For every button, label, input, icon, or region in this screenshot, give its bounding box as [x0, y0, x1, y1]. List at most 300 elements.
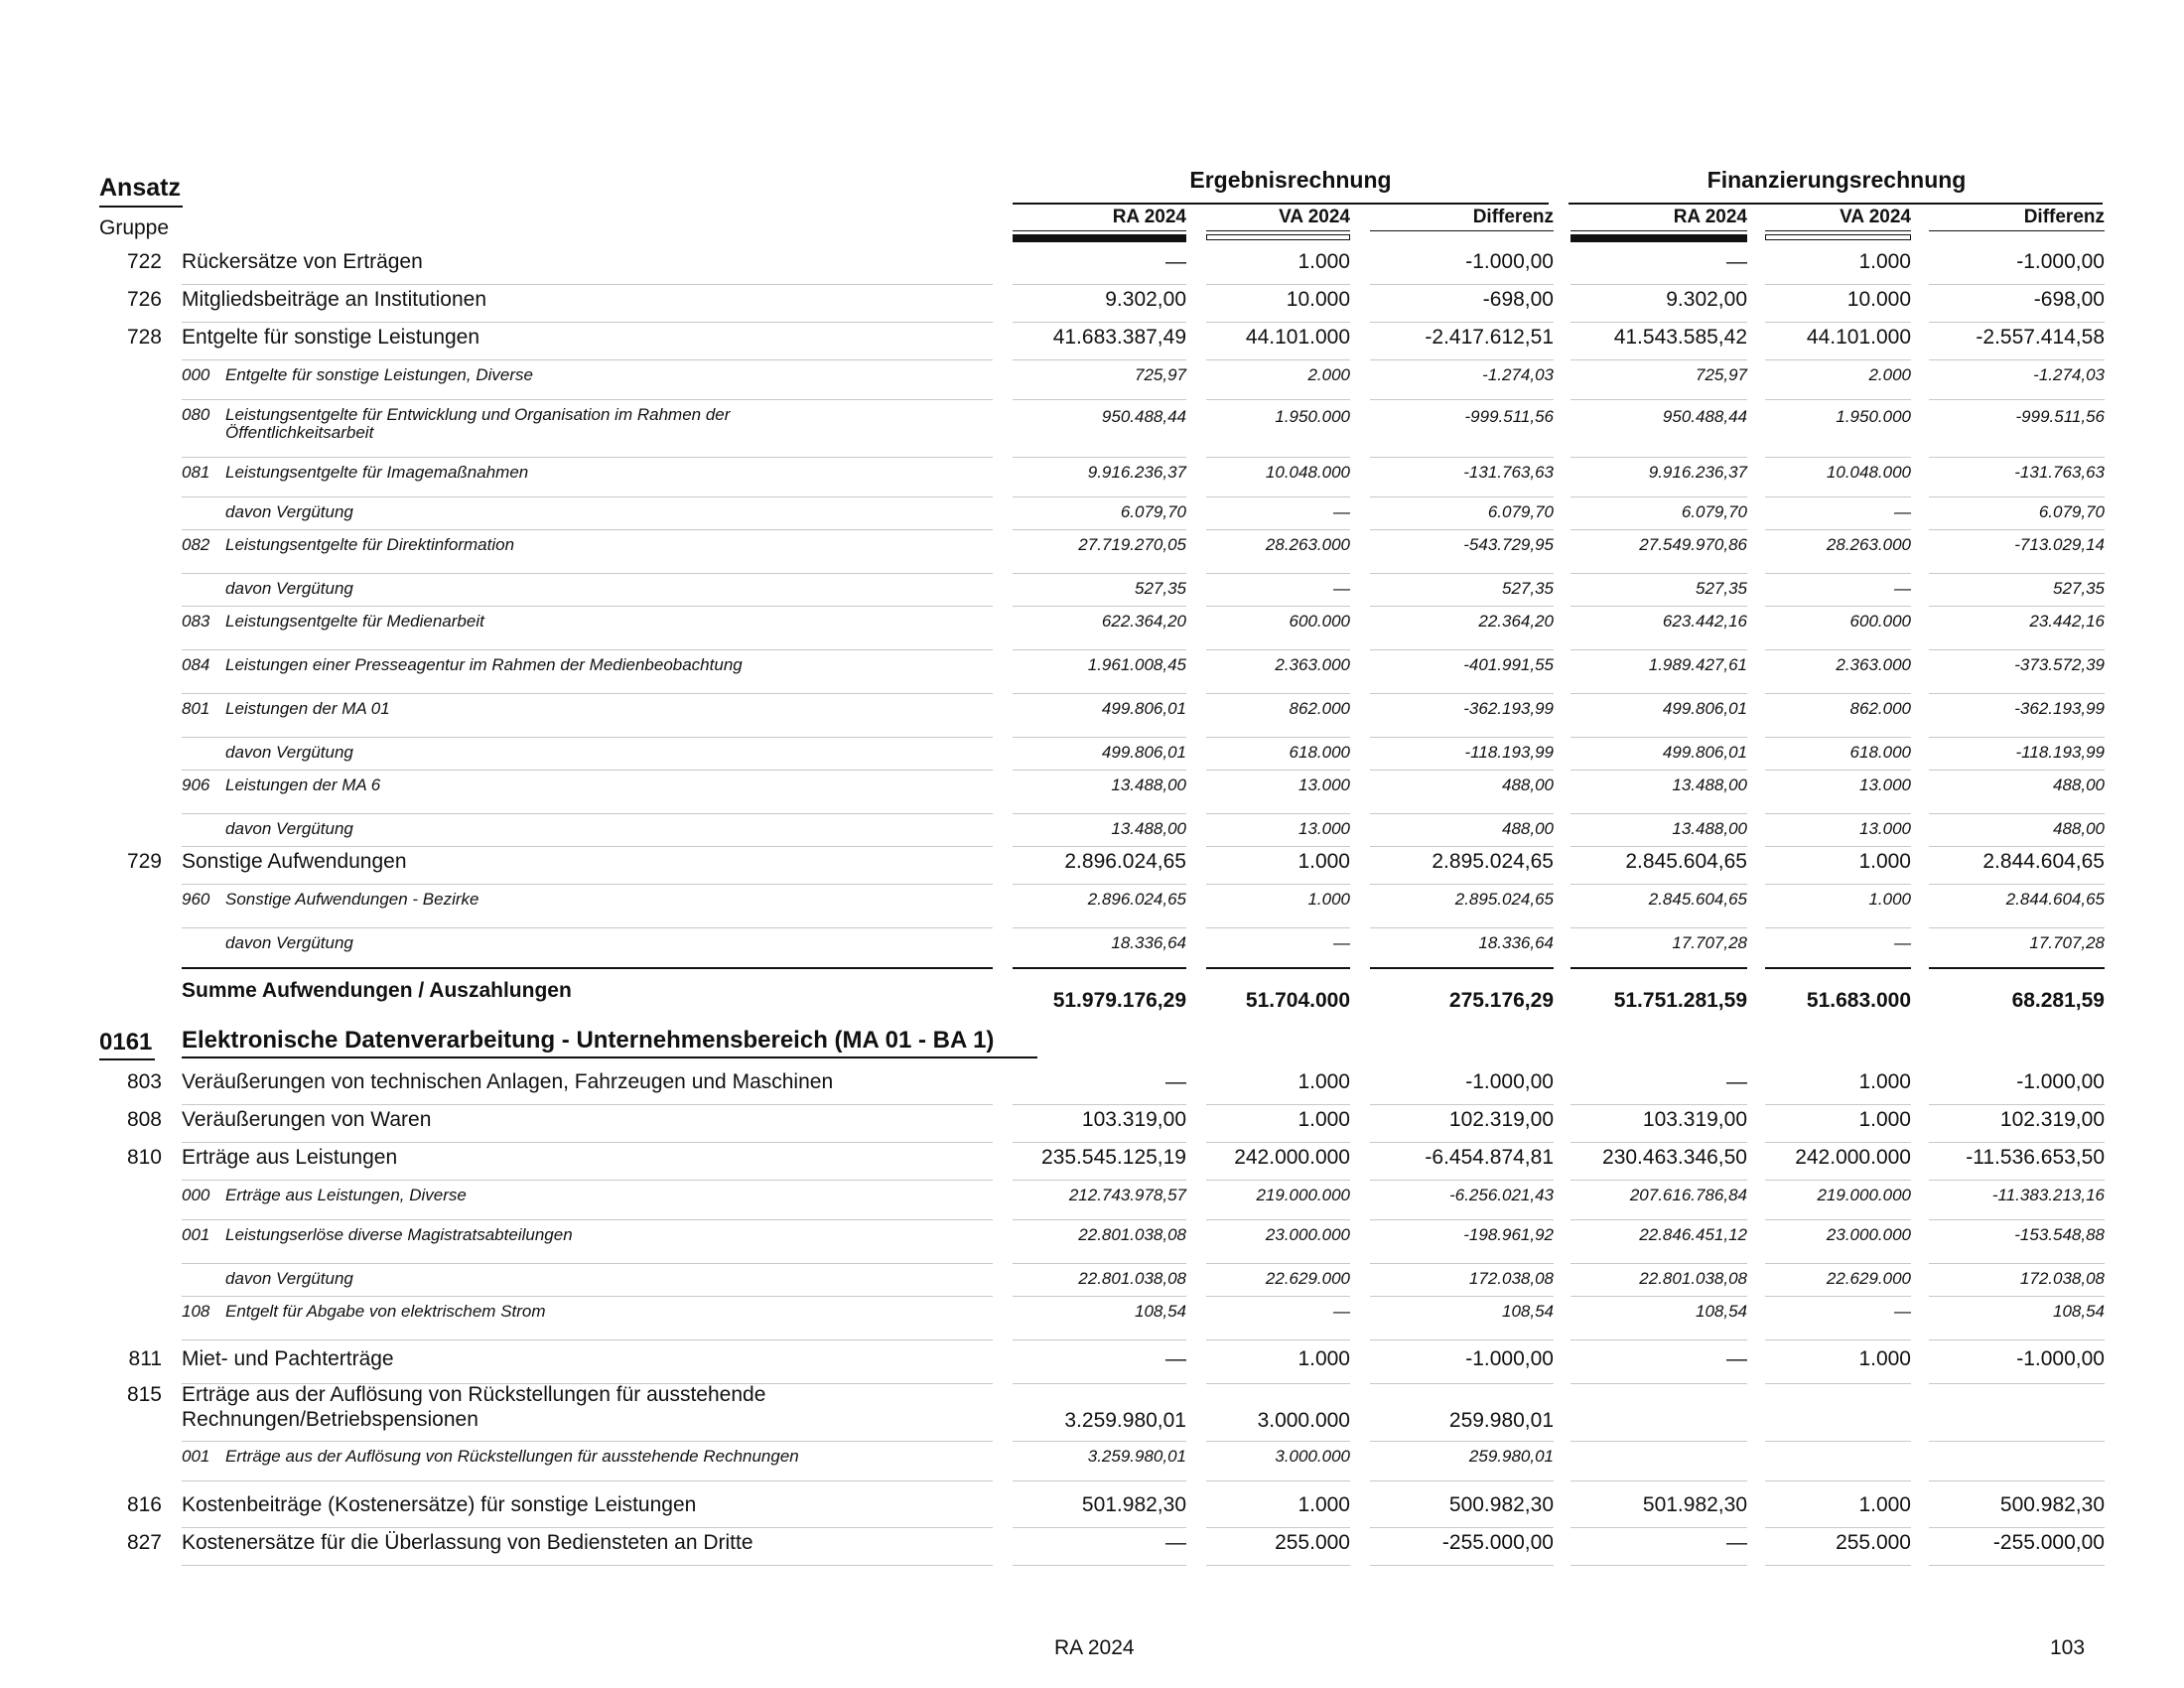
row-value-2: -1.274,03 [1482, 365, 1554, 384]
row-value-3: 725,97 [1696, 365, 1747, 384]
row-label: Leistungsentgelte für Direktinformation [225, 535, 515, 554]
row-label: davon Vergütung [225, 1269, 353, 1288]
row-value-2: 18.336,64 [1478, 933, 1554, 952]
gruppe-label: Gruppe [99, 216, 170, 239]
ansatz-label: Ansatz [99, 174, 181, 202]
row-value-1: — [1333, 502, 1350, 521]
row-rule-col-1 [1206, 649, 1350, 650]
ra-indicator-bar [1570, 234, 1747, 242]
row-rule-col-3 [1570, 1339, 1747, 1340]
row-value-1: 1.950.000 [1275, 407, 1350, 426]
row-rule [182, 399, 993, 400]
ra-indicator-bar [1013, 234, 1186, 242]
row-label: davon Vergütung [225, 933, 353, 952]
row-value-4: 1.000 [1858, 250, 1911, 273]
row-rule-col-5 [1929, 967, 2105, 969]
row-code: 815 [126, 1383, 162, 1406]
row-rule [182, 846, 993, 847]
row-value-4: 255.000 [1836, 1531, 1911, 1554]
row-rule [182, 927, 993, 928]
summe-value-0: 51.979.176,29 [1052, 989, 1186, 1012]
row-rule-col-3 [1570, 1565, 1747, 1566]
row-rule-col-0 [1013, 813, 1186, 814]
row-rule-col-1 [1206, 359, 1350, 360]
row-rule-col-0 [1013, 529, 1186, 530]
row-value-1: 1.000 [1297, 1493, 1350, 1516]
row-rule-col-3 [1570, 693, 1747, 694]
row-value-0: 950.488,44 [1101, 407, 1186, 426]
row-rule-col-1 [1206, 1565, 1350, 1566]
row-value-2: -131.763,63 [1463, 463, 1554, 482]
row-rule-col-2 [1370, 1219, 1554, 1220]
row-value-4: 22.629.000 [1826, 1269, 1911, 1288]
row-rule-col-3 [1570, 284, 1747, 285]
row-rule [182, 322, 993, 323]
row-label: Veräußerungen von Waren [182, 1108, 432, 1131]
row-rule-col-0 [1013, 1142, 1186, 1143]
row-value-3: — [1726, 250, 1747, 273]
row-rule-col-0 [1013, 693, 1186, 694]
row-value-3: 17.707,28 [1672, 933, 1747, 952]
row-value-5: 108,54 [2053, 1302, 2105, 1321]
row-value-1: 13.000 [1298, 775, 1350, 794]
row-label: davon Vergütung [225, 579, 353, 598]
row-value-1: 2.000 [1307, 365, 1350, 384]
row-value-4: 1.000 [1858, 1070, 1911, 1093]
row-rule-col-1 [1206, 573, 1350, 574]
row-rule-col-5 [1929, 1339, 2105, 1340]
row-label: Erträge aus Leistungen [182, 1146, 398, 1169]
row-value-4: 1.000 [1868, 890, 1911, 909]
row-rule-col-1 [1206, 1219, 1350, 1220]
row-value-4: 1.950.000 [1836, 407, 1911, 426]
row-label: Sonstige Aufwendungen - Bezirke [225, 890, 479, 909]
row-value-1: 3.000.000 [1257, 1409, 1350, 1432]
row-value-3: 207.616.786,84 [1629, 1186, 1747, 1204]
row-rule [182, 967, 993, 969]
row-rule-col-1 [1206, 1527, 1350, 1528]
row-value-1: 1.000 [1297, 1108, 1350, 1131]
row-value-4: 13.000 [1859, 775, 1911, 794]
row-rule-col-3 [1570, 1263, 1747, 1264]
row-value-2: -362.193,99 [1463, 699, 1554, 718]
row-rule-col-0 [1013, 1527, 1186, 1528]
row-value-4: 600.000 [1849, 612, 1911, 631]
row-value-5: 488,00 [2053, 819, 2105, 838]
row-rule-col-3 [1570, 649, 1747, 650]
row-rule-col-5 [1929, 1527, 2105, 1528]
row-rule-col-1 [1206, 1296, 1350, 1297]
row-rule-col-5 [1929, 359, 2105, 360]
row-value-1: 44.101.000 [1245, 326, 1350, 349]
row-rule-col-1 [1206, 322, 1350, 323]
row-value-5: -255.000,00 [1992, 1531, 2105, 1554]
row-rule-col-2 [1370, 606, 1554, 607]
row-rule-col-2 [1370, 1383, 1554, 1384]
row-value-1: — [1333, 579, 1350, 598]
row-label: Sonstige Aufwendungen [182, 850, 407, 873]
row-rule-col-2 [1370, 1527, 1554, 1528]
row-rule-col-5 [1929, 693, 2105, 694]
row-rule-col-0 [1013, 1296, 1186, 1297]
row-value-4: 1.000 [1858, 1347, 1911, 1370]
row-rule-col-3 [1570, 1441, 1747, 1442]
row-value-2: -698,00 [1482, 288, 1554, 311]
row-label-continued: Öffentlichkeitsarbeit [225, 423, 374, 442]
row-label: Leistungserlöse diverse Magistratsabteilungen [225, 1225, 573, 1244]
row-rule-col-5 [1929, 1142, 2105, 1143]
row-code: 801 [182, 699, 210, 718]
row-rule-col-5 [1929, 457, 2105, 458]
row-value-3: 499.806,01 [1662, 699, 1747, 718]
row-code: 728 [126, 326, 162, 349]
row-rule-col-2 [1370, 649, 1554, 650]
row-value-3: 1.989.427,61 [1648, 655, 1747, 674]
section-title-underline [182, 1056, 1037, 1058]
row-value-2: -118.193,99 [1464, 743, 1554, 762]
row-value-1: 13.000 [1298, 819, 1350, 838]
row-rule-col-4 [1765, 1339, 1911, 1340]
row-label: Leistungsentgelte für Entwicklung und Organisation im Rahmen der [225, 405, 731, 424]
row-label: Entgelte für sonstige Leistungen, Diverse [225, 365, 533, 384]
row-rule-col-4 [1765, 737, 1911, 738]
row-rule-col-4 [1765, 649, 1911, 650]
row-rule-col-5 [1929, 1263, 2105, 1264]
row-rule-col-4 [1765, 457, 1911, 458]
row-value-5: -362.193,99 [2014, 699, 2105, 718]
row-rule-col-1 [1206, 927, 1350, 928]
row-rule-col-4 [1765, 813, 1911, 814]
summe-value-5: 68.281,59 [2011, 989, 2105, 1012]
row-rule-col-3 [1570, 529, 1747, 530]
row-code: 726 [126, 288, 162, 311]
row-rule-col-4 [1765, 1142, 1911, 1143]
row-value-5: -11.383.213,16 [1991, 1186, 2105, 1204]
row-value-2: -6.256.021,43 [1449, 1186, 1554, 1204]
row-rule-col-5 [1929, 846, 2105, 847]
row-rule [182, 529, 993, 530]
row-value-1: 1.000 [1297, 850, 1350, 873]
row-value-1: 255.000 [1275, 1531, 1350, 1554]
column-header-0: RA 2024 [1112, 207, 1186, 227]
row-value-3: 108,54 [1696, 1302, 1747, 1321]
row-rule-col-4 [1765, 359, 1911, 360]
row-rule-col-4 [1765, 284, 1911, 285]
row-rule-col-1 [1206, 846, 1350, 847]
row-value-2: -255.000,00 [1441, 1531, 1554, 1554]
row-rule-col-5 [1929, 1104, 2105, 1105]
row-rule-col-1 [1206, 770, 1350, 771]
row-value-3: 22.846.451,12 [1639, 1225, 1747, 1244]
row-label: Entgelt für Abgabe von elektrischem Strom [225, 1302, 546, 1321]
row-code: 729 [126, 850, 162, 873]
row-rule-col-3 [1570, 770, 1747, 771]
row-rule-col-3 [1570, 399, 1747, 400]
row-rule-col-1 [1206, 1104, 1350, 1105]
row-rule-col-0 [1013, 1219, 1186, 1220]
row-rule-col-1 [1206, 813, 1350, 814]
row-rule-col-4 [1765, 573, 1911, 574]
column-header-underline-2 [1370, 230, 1554, 231]
row-code: 810 [126, 1146, 162, 1169]
section-title: Elektronische Datenverarbeitung - Unternehmensbereich (MA 01 - BA 1) [182, 1027, 995, 1054]
row-rule-col-0 [1013, 1383, 1186, 1384]
column-header-1: VA 2024 [1279, 207, 1350, 227]
row-rule [182, 1339, 993, 1340]
row-rule-col-0 [1013, 496, 1186, 497]
row-code: 000 [182, 1186, 210, 1204]
row-rule-col-0 [1013, 1339, 1186, 1340]
row-value-4: 242.000.000 [1795, 1146, 1911, 1169]
row-code: 803 [126, 1070, 162, 1093]
row-value-5: -153.548,88 [2014, 1225, 2105, 1244]
row-rule [182, 457, 993, 458]
row-value-5: 6.079,70 [2038, 502, 2105, 521]
row-value-4: 862.000 [1849, 699, 1911, 718]
row-rule-col-2 [1370, 813, 1554, 814]
row-label: Entgelte für sonstige Leistungen [182, 326, 480, 349]
row-label-continued: Rechnungen/Betriebspensionen [182, 1408, 478, 1431]
va-indicator-bar [1206, 234, 1350, 240]
row-rule-col-2 [1370, 884, 1554, 885]
row-rule-col-5 [1929, 322, 2105, 323]
row-rule-col-4 [1765, 606, 1911, 607]
row-value-2: 2.895.024,65 [1454, 890, 1554, 909]
row-code: 808 [126, 1108, 162, 1131]
row-rule-col-2 [1370, 1480, 1554, 1481]
row-rule-col-3 [1570, 813, 1747, 814]
column-header-4: VA 2024 [1840, 207, 1911, 227]
row-value-2: -999.511,56 [1464, 407, 1554, 426]
row-value-5: 172.038,08 [2019, 1269, 2105, 1288]
row-value-1: 1.000 [1297, 1347, 1350, 1370]
row-rule-col-0 [1013, 573, 1186, 574]
row-value-5: -1.000,00 [2016, 1347, 2105, 1370]
row-rule-col-1 [1206, 884, 1350, 885]
row-rule [182, 884, 993, 885]
row-value-4: — [1894, 502, 1911, 521]
row-code: 001 [182, 1225, 210, 1244]
row-value-0: 235.545.125,19 [1041, 1146, 1186, 1169]
row-rule-col-2 [1370, 1339, 1554, 1340]
row-rule-col-1 [1206, 457, 1350, 458]
row-value-0: 22.801.038,08 [1078, 1225, 1186, 1244]
row-rule-col-5 [1929, 927, 2105, 928]
row-rule [182, 770, 993, 771]
row-value-1: 219.000.000 [1256, 1186, 1350, 1204]
row-value-3: — [1726, 1531, 1747, 1554]
row-rule-col-5 [1929, 649, 2105, 650]
row-value-5: 488,00 [2053, 775, 2105, 794]
row-code: 082 [182, 535, 210, 554]
row-label: Veräußerungen von technischen Anlagen, Fahrzeugen und Maschinen [182, 1070, 834, 1093]
row-value-0: 527,35 [1135, 579, 1186, 598]
row-value-1: — [1333, 1302, 1350, 1321]
row-rule [182, 1219, 993, 1220]
row-value-1: — [1333, 933, 1350, 952]
row-rule-col-3 [1570, 1180, 1747, 1181]
row-value-2: -198.961,92 [1463, 1225, 1554, 1244]
row-rule-col-4 [1765, 399, 1911, 400]
row-value-2: 500.982,30 [1448, 1493, 1554, 1516]
ergebnisrechnung-title: Ergebnisrechnung [1189, 167, 1392, 193]
row-rule-col-2 [1370, 496, 1554, 497]
row-rule-col-4 [1765, 1383, 1911, 1384]
row-code: 108 [182, 1302, 210, 1321]
section-code: 0161 [99, 1029, 153, 1055]
row-rule-col-3 [1570, 1219, 1747, 1220]
page-number: 103 [2050, 1636, 2086, 1659]
row-rule-col-1 [1206, 529, 1350, 530]
row-code: 001 [182, 1447, 210, 1466]
row-rule-col-3 [1570, 496, 1747, 497]
row-rule-col-1 [1206, 1480, 1350, 1481]
row-value-2: -2.417.612,51 [1425, 326, 1554, 349]
row-rule-col-2 [1370, 1296, 1554, 1297]
row-value-4: 23.000.000 [1826, 1225, 1911, 1244]
column-header-5: Differenz [2023, 207, 2105, 227]
row-label: Kostenbeiträge (Kostenersätze) für sonstige Leistungen [182, 1493, 697, 1516]
summe-value-4: 51.683.000 [1806, 989, 1911, 1012]
row-value-4: 219.000.000 [1817, 1186, 1911, 1204]
row-value-1: 242.000.000 [1234, 1146, 1350, 1169]
row-value-5: -1.000,00 [2016, 250, 2105, 273]
row-value-3: 41.543.585,42 [1613, 326, 1747, 349]
row-value-0: — [1165, 250, 1186, 273]
row-rule-col-2 [1370, 927, 1554, 928]
row-rule-col-4 [1765, 1527, 1911, 1528]
section-code-underline [99, 1058, 155, 1060]
row-code: 906 [182, 775, 210, 794]
row-rule-col-1 [1206, 1263, 1350, 1264]
row-rule [182, 649, 993, 650]
row-rule [182, 496, 993, 497]
row-value-0: 501.982,30 [1081, 1493, 1186, 1516]
row-label: davon Vergütung [225, 819, 353, 838]
row-rule [182, 1104, 993, 1105]
row-label: Leistungen der MA 6 [225, 775, 381, 794]
row-value-2: 527,35 [1502, 579, 1554, 598]
row-rule-col-5 [1929, 770, 2105, 771]
row-rule [182, 1296, 993, 1297]
row-value-5: -11.536.653,50 [1966, 1146, 2105, 1169]
row-rule-col-4 [1765, 884, 1911, 885]
row-value-1: 618.000 [1289, 743, 1350, 762]
row-rule-col-3 [1570, 1104, 1747, 1105]
row-value-4: 10.048.000 [1826, 463, 1911, 482]
row-rule-col-0 [1013, 649, 1186, 650]
row-rule [182, 1441, 993, 1442]
row-value-5: 23.442,16 [2029, 612, 2105, 631]
row-value-0: 622.364,20 [1101, 612, 1186, 631]
row-rule-col-5 [1929, 496, 2105, 497]
row-rule-col-4 [1765, 322, 1911, 323]
row-rule-col-2 [1370, 1142, 1554, 1143]
row-rule-col-3 [1570, 1296, 1747, 1297]
row-value-5: -1.274,03 [2033, 365, 2105, 384]
column-header-underline-4 [1765, 230, 1911, 231]
row-value-0: 13.488,00 [1111, 775, 1186, 794]
row-value-5: 500.982,30 [1999, 1493, 2105, 1516]
row-rule-col-0 [1013, 284, 1186, 285]
row-value-5: -698,00 [2033, 288, 2105, 311]
row-rule-col-3 [1570, 457, 1747, 458]
row-code: 811 [128, 1347, 162, 1370]
row-rule-col-1 [1206, 284, 1350, 285]
row-rule [182, 1180, 993, 1181]
row-value-3: 950.488,44 [1662, 407, 1747, 426]
row-value-0: 3.259.980,01 [1087, 1447, 1186, 1466]
row-rule-col-0 [1013, 1180, 1186, 1181]
row-rule [182, 606, 993, 607]
row-value-5: -999.511,56 [2015, 407, 2105, 426]
row-value-4: 44.101.000 [1806, 326, 1911, 349]
row-value-4: 1.000 [1858, 1108, 1911, 1131]
row-value-0: 6.079,70 [1120, 502, 1186, 521]
row-value-0: 1.961.008,45 [1087, 655, 1186, 674]
row-rule-col-4 [1765, 1480, 1911, 1481]
row-label: davon Vergütung [225, 502, 353, 521]
row-value-5: 527,35 [2053, 579, 2105, 598]
row-value-3: 230.463.346,50 [1602, 1146, 1747, 1169]
summe-value-1: 51.704.000 [1245, 989, 1350, 1012]
row-rule-col-2 [1370, 1565, 1554, 1566]
row-value-1: 3.000.000 [1275, 1447, 1350, 1466]
ansatz-header [99, 174, 181, 203]
row-rule-col-4 [1765, 693, 1911, 694]
row-rule-col-4 [1765, 1296, 1911, 1297]
row-rule-col-4 [1765, 1263, 1911, 1264]
row-rule-col-3 [1570, 1480, 1747, 1481]
row-value-3: 6.079,70 [1681, 502, 1747, 521]
row-rule-col-4 [1765, 1565, 1911, 1566]
row-rule-col-2 [1370, 693, 1554, 694]
row-value-2: 259.980,01 [1448, 1409, 1554, 1432]
row-rule-col-5 [1929, 284, 2105, 285]
footer-label: RA 2024 [1054, 1636, 1135, 1659]
row-rule-col-4 [1765, 770, 1911, 771]
row-value-3: 9.916.236,37 [1648, 463, 1747, 482]
row-value-5: -1.000,00 [2016, 1070, 2105, 1093]
row-code: 000 [182, 365, 210, 384]
row-value-0: — [1165, 1070, 1186, 1093]
row-label: Rückersätze von Erträgen [182, 250, 423, 273]
row-value-3: 2.845.604,65 [1648, 890, 1747, 909]
row-code: 081 [182, 463, 210, 482]
row-rule-col-0 [1013, 1104, 1186, 1105]
row-value-2: 259.980,01 [1468, 1447, 1554, 1466]
row-rule-col-3 [1570, 967, 1747, 969]
row-rule-col-5 [1929, 1480, 2105, 1481]
row-rule-col-0 [1013, 967, 1186, 969]
row-value-0: 2.896.024,65 [1087, 890, 1186, 909]
row-rule [182, 1527, 993, 1528]
row-value-1: 22.629.000 [1265, 1269, 1350, 1288]
row-label: Kostenersätze für die Überlassung von Bediensteten an Dritte [182, 1531, 753, 1554]
row-value-3: 27.549.970,86 [1639, 535, 1747, 554]
row-rule-col-0 [1013, 1565, 1186, 1566]
row-rule-col-0 [1013, 770, 1186, 771]
row-value-2: 172.038,08 [1468, 1269, 1554, 1288]
summe-value-2: 275.176,29 [1448, 989, 1554, 1012]
row-value-3: 501.982,30 [1642, 1493, 1747, 1516]
row-value-5: 2.844.604,65 [1982, 850, 2105, 873]
row-value-4: 10.000 [1846, 288, 1911, 311]
row-rule [182, 1263, 993, 1264]
row-value-2: -6.454.874,81 [1425, 1146, 1554, 1169]
row-rule-col-3 [1570, 1383, 1747, 1384]
column-header-underline-0 [1013, 230, 1186, 231]
